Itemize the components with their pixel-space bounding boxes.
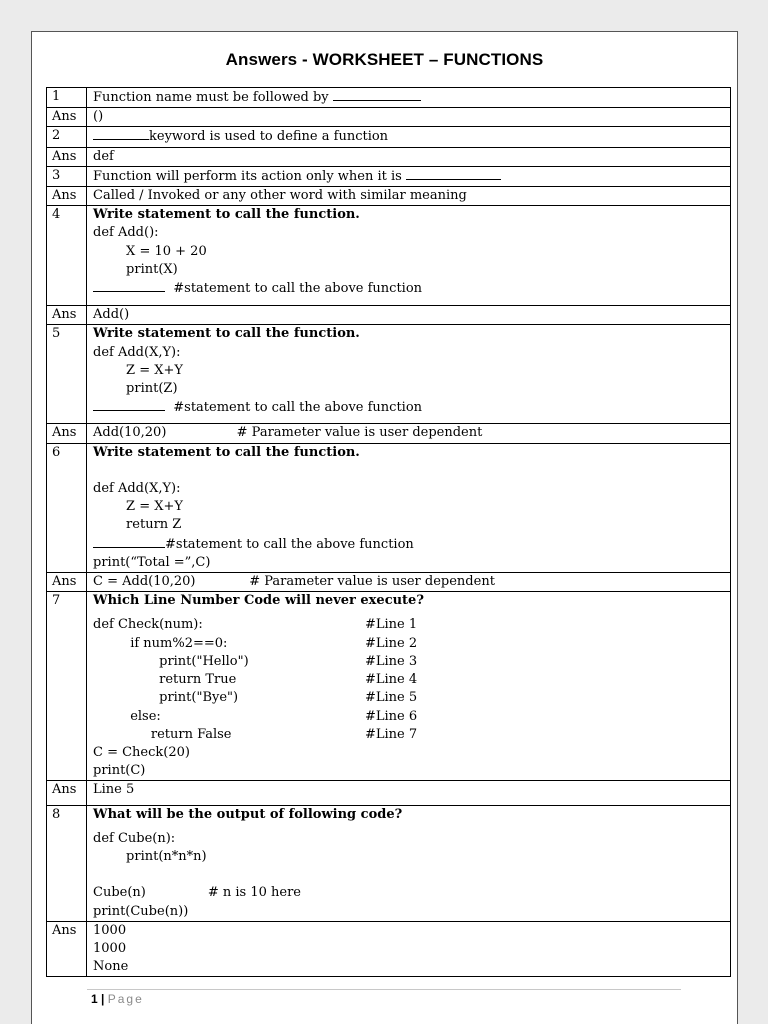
question-text	[87, 325, 731, 424]
page-title: Answers - WORKSHEET – FUNCTIONS	[225, 50, 544, 69]
code-line: print(n*n*n)	[93, 848, 207, 864]
answer-label: Ans	[47, 781, 87, 805]
answer-text: def	[87, 147, 731, 166]
code-line: else:	[93, 708, 161, 724]
code-line	[93, 462, 724, 480]
question-heading: Write statement to call the function.	[93, 207, 360, 223]
code-line: print(“Total =”,C)	[93, 554, 211, 570]
question-heading: What will be the output of following code?	[93, 806, 403, 822]
code-line: return Z	[93, 517, 182, 533]
question-number: 2	[47, 127, 87, 147]
page-number: 1	[91, 992, 98, 1006]
code-line: print(Cube(n))	[93, 903, 189, 919]
footer-separator: |	[97, 992, 108, 1006]
question-number: 3	[47, 166, 87, 186]
question-heading: Which Line Number Code will never execute?	[93, 593, 424, 609]
code-line: Z = X+Y	[93, 362, 183, 378]
answer-label: Ans	[47, 573, 87, 592]
table-row	[47, 127, 731, 147]
answer-label: Ans	[47, 108, 87, 127]
code-line: def Add():	[93, 225, 159, 241]
answer-blank	[93, 398, 165, 411]
question-text	[87, 805, 731, 921]
worksheet-table	[46, 87, 731, 977]
table-row	[47, 306, 731, 325]
code-line: #statement to call the above function	[93, 279, 724, 298]
answer-blank	[333, 88, 421, 101]
code-line: return False	[93, 726, 232, 742]
code-line: print("Hello")	[93, 653, 249, 669]
table-row	[47, 187, 731, 206]
table-row	[47, 443, 731, 572]
answer-label: Ans	[47, 424, 87, 443]
answer-text	[87, 921, 731, 977]
line-tag: #Line 7	[365, 726, 418, 742]
code-line: #statement to call the above function	[93, 535, 724, 554]
code-line: Cube(n) # n is 10 here	[93, 885, 301, 901]
code-line: if num%2==0:	[93, 635, 228, 651]
answer-blank	[93, 127, 149, 140]
output-line: 1000	[93, 940, 127, 956]
code-line: Z = X+Y	[93, 499, 183, 515]
question-number: 7	[47, 592, 87, 781]
answer-label: Ans	[47, 306, 87, 325]
question-text: Function will perform its action only when it is	[87, 166, 731, 186]
answer-label: Ans	[47, 187, 87, 206]
table-row	[47, 325, 731, 424]
code-line: return True	[93, 672, 237, 688]
line-tag: #Line 3	[365, 653, 418, 669]
answer-text: Line 5	[87, 781, 731, 805]
table-row	[47, 206, 731, 306]
table-row	[47, 781, 731, 805]
question-heading: Write statement to call the function.	[93, 444, 360, 460]
answer-blank	[93, 535, 165, 548]
page-footer	[91, 992, 144, 1006]
answer-text: Add()	[87, 306, 731, 325]
question-number: 1	[47, 88, 87, 108]
output-line: None	[93, 959, 129, 975]
code-line: def Cube(n):	[93, 830, 176, 846]
answer-text: ()	[87, 108, 731, 127]
question-text	[87, 443, 731, 572]
table-row	[47, 88, 731, 108]
line-tag: #Line 4	[365, 672, 418, 688]
question-number: 4	[47, 206, 87, 306]
question-number: 8	[47, 805, 87, 921]
table-row	[47, 147, 731, 166]
code-line: X = 10 + 20	[93, 243, 207, 259]
line-tag: #Line 1	[365, 617, 418, 633]
code-line: print(Z)	[93, 381, 178, 397]
question-number: 6	[47, 443, 87, 572]
code-line	[93, 866, 724, 884]
code-line: def Add(X,Y):	[93, 344, 181, 360]
code-block	[93, 616, 724, 743]
question-text: keyword is used to define a function	[87, 127, 731, 147]
footer-divider	[87, 989, 681, 990]
code-line: print(X)	[93, 261, 178, 277]
code-line: print(C)	[93, 763, 146, 779]
answer-blank	[406, 167, 501, 180]
answer-label: Ans	[47, 147, 87, 166]
table-row	[47, 108, 731, 127]
line-tag: #Line 2	[365, 635, 418, 651]
line-tag: #Line 5	[365, 690, 418, 706]
table-row	[47, 805, 731, 921]
answer-blank	[93, 279, 165, 292]
question-number: 5	[47, 325, 87, 424]
code-line: print("Bye")	[93, 690, 239, 706]
answer-text: C = Add(10,20) # Parameter value is user dependent	[87, 573, 731, 592]
page-label: Page	[107, 992, 144, 1006]
table-row	[47, 921, 731, 977]
question-text: Function name must be followed by	[87, 88, 731, 108]
code-line: def Add(X,Y):	[93, 481, 181, 497]
table-row	[47, 592, 731, 781]
question-text	[87, 592, 731, 781]
question-heading: Write statement to call the function.	[93, 326, 360, 342]
code-line: #statement to call the above function	[93, 398, 724, 417]
table-row	[47, 573, 731, 592]
code-line: C = Check(20)	[93, 744, 190, 760]
line-tag: #Line 6	[365, 708, 418, 724]
table-row	[47, 166, 731, 186]
answer-text: Called / Invoked or any other word with similar meaning	[87, 187, 731, 206]
answer-text: Add(10,20) # Parameter value is user dependent	[87, 424, 731, 443]
output-line: 1000	[93, 922, 127, 938]
worksheet-page	[31, 31, 738, 1024]
table-row	[47, 424, 731, 443]
question-text	[87, 206, 731, 306]
answer-label: Ans	[47, 921, 87, 977]
code-line: def Check(num):	[93, 617, 203, 633]
